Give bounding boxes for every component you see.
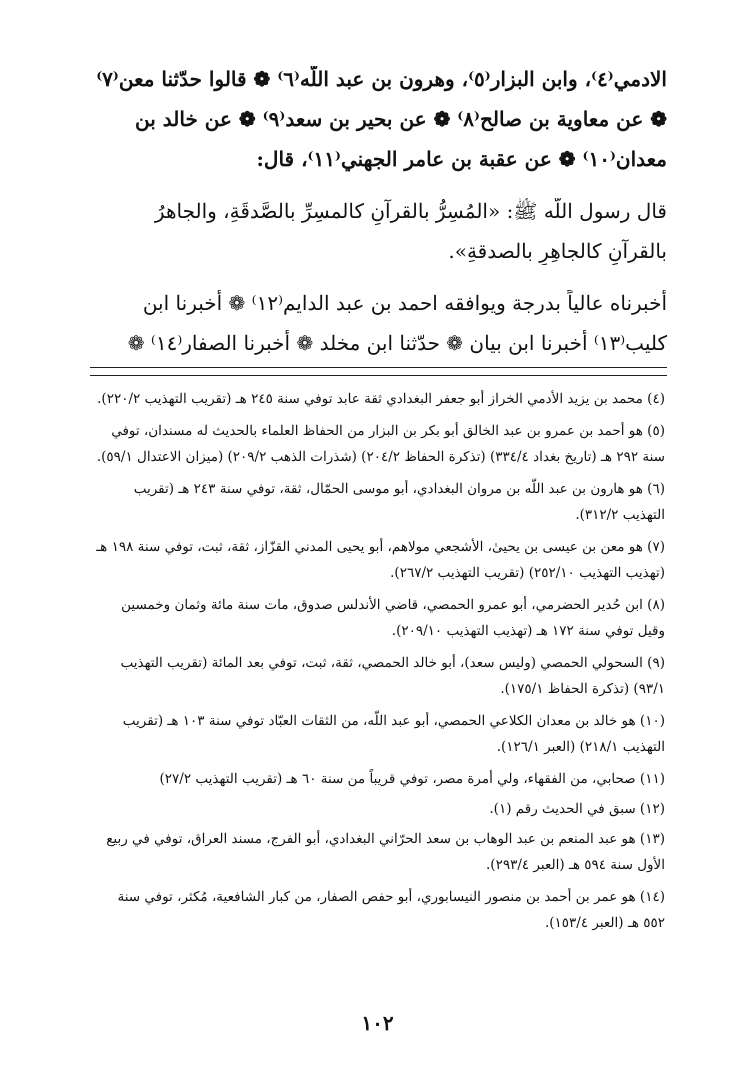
main-line: معدان⁽١٠⁾ ❁ عن عقبة بن عامر الجهني⁽١١⁾، قال:: [256, 147, 667, 171]
footnote-10: (١٠) هو خالد بن معدان الكلاعي الحمصي، أبو عبد اللّه، من الثقات العبّاد توفي سنة ١٠٣ هـ (تقريب التهذيب ٢١٨/١) (العبر ١٢٦/١).: [122, 713, 665, 755]
main-text: [90, 66, 667, 370]
page-number: ١٠٢: [361, 1011, 394, 1035]
footnote-9: (٩) السحولي الحمصي (وليس سعد)، أبو خالد الحمصي، ثقة، ثبت، توفي بعد المائة (تقريب التهذيب ٩٣/١) (تذكرة الحفاظ ١٧٥/١).: [120, 655, 665, 697]
footnote-14: (١٤) هو عمر بن أحمد بن منصور النيسابوري، أبو حفص الصفار، من كبار الشافعية، مُكثر، توفي سنة ٥٥٢ هـ (العبر ١٥٣/٤).: [117, 889, 665, 931]
main-line: الادمي⁽٤⁾، وابن البزار⁽٥⁾، وهرون بن عبد اللّه⁽٦⁾ ❁ قالوا حدّثنا معن⁽٧⁾: [96, 67, 667, 91]
footnotes: [92, 386, 665, 942]
footnote-5: (٥) هو أحمد بن عمرو بن عبد الخالق أبو بكر بن البزار من الحفاظ العلماء بالحديث له مسندان، توفي سنة ٢٩٢ هـ (تاريخ بغداد ٣٣٤/٤) (تذكرة الحفاظ ٢٠٤/٢) (شذرات الذهب ٢٠٩/٢) (ميزان الاعتدال ٥٩/١).: [96, 423, 665, 465]
footnote-7: (٧) هو معن بن عيسى بن يحيىٰ، الأشجعي مولاهم، أبو يحيى المدني القزّاز، ثقة، ثبت، توفي سنة ١٩٨ هـ (تهذيب التهذيب ٢٥٢/١٠) (تقريب التهذيب ٢٦٧/٢).: [96, 539, 665, 581]
isnad-line: أخبرناه عالياً بدرجة ويوافقه احمد بن عبد الدايم⁽١٢⁾ ❁ أخبرنا ابن: [142, 291, 667, 315]
footnote-divider: [90, 367, 667, 368]
paragraph-gap: [90, 278, 667, 290]
footnote-12: (١٢) سبق في الحديث رقم (١).: [489, 801, 665, 817]
hadith-line: بالقرآنِ كالجاهِرِ بالصدقةِ».: [448, 239, 667, 263]
footnote-4: (٤) محمد بن يزيد الأدمي الخراز أبو جعفر البغدادي ثقة عابد توفي سنة ٢٤٥ هـ (تقريب التهذيب ٢٢٠/٢).: [97, 391, 665, 407]
main-line: ❁ عن معاوية بن صالح⁽٨⁾ ❁ عن بحير بن سعد⁽٩⁾ ❁ عن خالد بن: [135, 107, 667, 131]
paragraph-gap: [90, 186, 667, 198]
footnote-6: (٦) هو هارون بن عبد اللّه بن مروان البغدادي، أبو موسى الحمّال، ثقة، توفي سنة ٢٤٣ هـ (تقريب التهذيب ٣١٢/٢).: [133, 481, 665, 523]
isnad-line: كليب⁽١٣⁾ أخبرنا ابن بيان ❁ حدّثنا ابن مخلد ❁ أخبرنا الصفار⁽١٤⁾ ❁: [127, 331, 667, 355]
footnote-13: (١٣) هو عبد المنعم بن عبد الوهاب بن سعد الحرّاني البغدادي، أبو الفرج، مسند العراق، توفي في ربيع الأول سنة ٥٩٤ هـ (العبر ٢٩٣/٤).: [106, 831, 665, 873]
hadith-line: قال رسول اللّه ﷺ: «المُسِرُّ بالقرآنِ كالمسِرِّ بالصَّدقَةِ، والجاهرُ: [154, 199, 667, 223]
footnote-8: (٨) ابن حُدير الحضرمي، أبو عمرو الحمصي، قاضي الأندلس صدوق، مات سنة مائة وثمان وخمسين وقيل توفي سنة ١٧٢ هـ (تهذيب التهذيب ٢٠٩/١٠).: [121, 597, 665, 639]
footnote-11: (١١) صحابي، من الفقهاء، ولي أمرة مصر، توفي قريباً من سنة ٦٠ هـ (تقريب التهذيب ٢٧/٢): [159, 771, 665, 787]
footnote-divider: [90, 375, 667, 376]
